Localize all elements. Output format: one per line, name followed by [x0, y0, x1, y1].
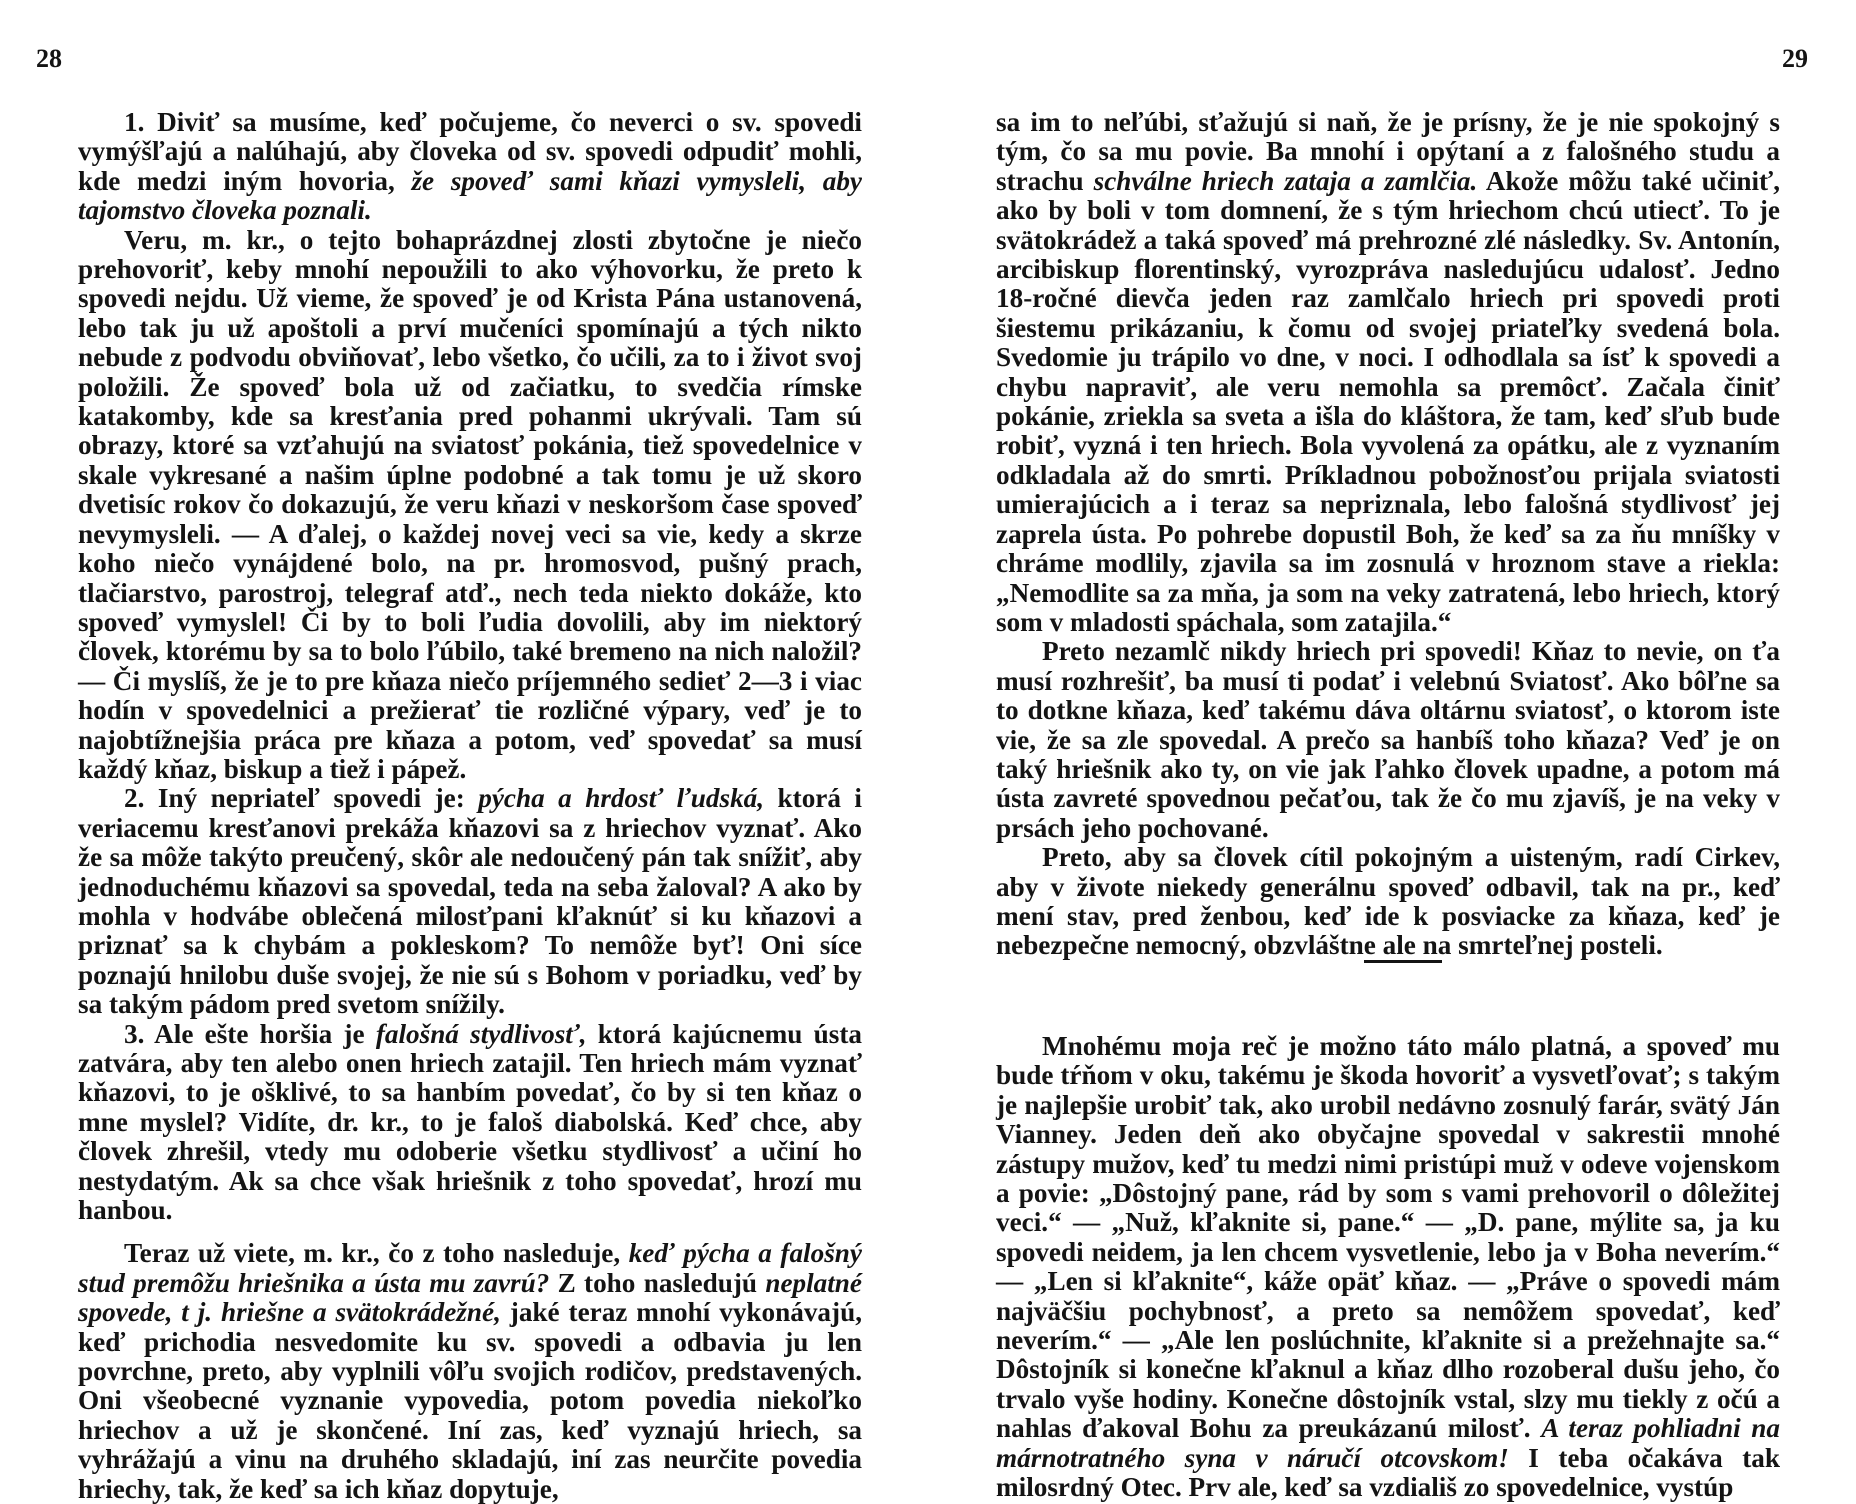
paragraph	[996, 1032, 1780, 1503]
paragraph: Veru, m. kr., o tejto bohaprázdnej zlosti zbytočne je niečo prehovoriť, keby mnohí nepoužili to ako výhovorku, že preto k spovedi nejdu. Už vieme, že spoveď je od Krista Pána ustanovená, lebo tak ju už apoštoli a prví mučeníci spomínajú a tých nikto nebude z podvodu obviňovať, lebo všetko, čo učili, za to i život svoj položili. Že spoveď bola už od začiatku, to svedčia rímske katakomby, kde sa kresťania pred pohanmi ukrývali. Tam sú obrazy, ktoré sa vzťahujú na sviatosť pokánia, tiež spovedelnice v skale vykresané a našim úplne podobné a tak tomu je už skoro dvetisíc rokov čo dokazujú, že veru kňazi v neskoršom čase spoveď nevymysleli. — A ďalej, o každej novej veci sa vie, kedy a skrze koho niečo vynájdené bolo, na pr. hromosvod, pušný prach, tlačiarstvo, parostroj, telegraf atď., nech teda niekto dokáže, kto spoveď vymyslel! Či by to boli ľudia dovolili, aby im niektorý človek, ktorému by sa to bolo ľúbilo, také bremeno na nich naložil? — Či myslíš, že je to pre kňaza niečo príjemného sedieť 2—3 i viac hodín v spovedelnici a prežierať tie rozličné výpary, veď je to najobtížnejšia práca pre kňaza a potom, veď spovedať sa musí každý kňaz, biskup a tiež i pápež.	[78, 224, 862, 784]
paragraph: Preto, aby sa človek cítil pokojným a uisteným, radí Cirkev, aby v živote niekedy generálnu spoveď odbavil, tak na pr., keď mení stav, pred ženbou, keď ide k posviacke za kňaza, keď je nebezpečne nemocný, obzvláštne ale na smrteľnej posteli.	[996, 842, 1780, 961]
text-run: 3. Ale ešte horšia je	[124, 1018, 376, 1049]
italic-run: neplatné spovede, t j. hriešne a svätokrádežné,	[78, 1267, 862, 1328]
text-run: Z toho nasledujú	[549, 1267, 766, 1298]
italic-run: keď pýcha a falošný stud premôžu hriešnika a ústa mu zavrú?	[78, 1238, 862, 1298]
text-run: Mnohému moja reč je možno táto málo platná, a spoveď mu bude tŕňom v oku, takému je škoda hovoriť a vysvetľovať; s takým je najlepšie urobiť tak, ako urobil nedávno zosnulý farár, svätý Ján Vianney. Jeden deň ako obyčajne spovedal v sakrestii mnohé zástupy mužov, keď tu medzi nimi pristúpi muž v odeve vojenskom a povie: „Dôstojný pane, rád by som s vami prehovoril o dôležitej veci.“ — „Nuž, kľaknite si, pane.“ — „D. pane, mýlite sa, ja ku spovedi neidem, ja len chcem vysvetlenie, lebo ja v Boha neverím.“ — „Len si kľaknite“, káže opäť kňaz. — „Práve o spovedi mám najväčšiu pochybnosť, a preto sa nemôžem spovedať, keď neverím.“ — „Ale len poslúchnite, kľaknite si a prežehnajte sa.“ Dôstojník si konečne kľaknul a kňaz dlho rozoberal dušu jeho, čo trvalo vyše hodiny. Konečne dôstojník vstal, slzy mu tiekly z očú a nahlas ďakoval Bohu za preukázanú milosť.	[996, 1031, 1780, 1444]
right-page	[928, 0, 1856, 1503]
right-text-column	[996, 108, 1780, 961]
italic-run: pýcha a hrdosť ľudská,	[478, 783, 765, 814]
right-text-column-lower	[996, 1032, 1780, 1503]
page-number-right: 29	[1782, 44, 1808, 73]
text-run: ktorá kajúcnemu ústa zatvára, aby ten alebo onen hriech zatajil. Ten hriech mám vyznať kňazovi, to je ošklivé, to sa hanbím povedať, čo by si ten kňaz o mne myslel? Vidíte, dr. kr., to je faloš diabolská. Keď chce, aby človek zhrešil, vtedy mu odoberie všetku stydlivosť a učiní ho nestydatým. Ak sa chce však hriešnik z toho spovedať, hrozí mu hanbou.	[78, 1018, 862, 1226]
italic-run: falošná stydlivosť,	[375, 1018, 587, 1049]
text-run: I teba očakáva tak milosrdný Otec. Prv ale, keď sa vzdiališ zo spovedelnice, vystúp	[996, 1442, 1780, 1503]
italic-run: A teraz pohliadni na márnotratného syna v náručí otcovskom!	[996, 1413, 1780, 1473]
page-number-left: 28	[36, 44, 62, 73]
paragraph: Preto nezamlč nikdy hriech pri spovedi! Kňaz to nevie, on ťa musí rozhrešiť, ba musí ti podať i velebnú Sviatosť. Ako bôľne sa to dotkne kňaza, keď takému dáva oltárnu sviatosť, o ktorom iste vie, že sa zle spovedal. A prečo sa hanbíš toho kňaza? Veď je on taký hriešnik ako ty, on vie jak ľahko človek upadne, a potom má ústa zavreté spovednou pečaťou, tak že čo mu zjavíš, je na veky v prsách jeho pochované.	[996, 636, 1780, 843]
paragraph	[78, 784, 862, 1019]
text-run: sa im to neľúbi, sťažujú si naň, že je prísny, že je nie spokojný s tým, čo sa mu povie. Ba mnohí i opýtaní a z falošného studu a strachu	[996, 107, 1780, 196]
paragraph	[78, 1020, 862, 1226]
paragraph	[78, 108, 862, 226]
text-run: Akože môžu také učiniť, ako by boli v tom domnení, že s tým hriechom chcú utiecť. To je svätokrádež a taká spoveď má prehrozné zlé následky. Sv. Antonín, arcibiskup florentinský, vyrozpráva nasledujúcu udalosť. Jedno 18-ročné dievča jeden raz zamlčalo hriech pri spovedi proti šiestemu prikázaniu, k čomu od svojej priateľky svedená bola. Svedomie ju trápilo vo dne, v noci. I odhodlala sa ísť k spovedi a chybu napraviť, ale veru nemohla sa premôcť. Začala činiť pokánie, zriekla sa sveta a išla do kláštora, že tam, keď sľub bude robiť, vyzná i ten hriech. Bola vyvolená za opátku, ale z vyznaním odkladala až do smrti. Príkladnou pobožnosťou prijala sviatosti umierajúcich a i teraz sa nepriznala, lebo falošná stydlivosť jej zaprela ústa. Po pohrebe dopustil Boh, že keď sa za ňu mníšky v chráme modlily, zjavila sa im zosnulá v hroznom stave a riekla: „Nemodlite sa za mňa, ja som na veky zatratená, lebo hriech, ktorý som v mladosti spáchala, som zatajila.“	[996, 165, 1780, 637]
italic-run: schválne hriech zataja a zamlčia.	[1093, 165, 1478, 196]
text-run: 2. Iný nepriateľ spovedi je:	[124, 783, 479, 814]
text-run: 1. Diviť sa musíme, keď počujeme, čo neverci o sv. spovedi vymýšľajú a nalúhajú, aby človeka od sv. spovedi odpudiť mohli, kde medzi iným hovoria,	[78, 107, 862, 196]
paragraph	[78, 1239, 862, 1504]
text-run: Teraz už viete, m. kr., čo z toho nasleduje,	[124, 1238, 629, 1269]
section-divider	[1364, 960, 1442, 963]
text-run: ktorá i veriacemu kresťanovi prekáža kňazovi sa z hriechov vyznať. Ako že sa môže takýto preučený, skôr ale nedoučený pán tak snížiť, aby jednoduchému kňazovi sa spovedal, teda na seba žaloval? A ako by mohla v hodvábe oblečená milosťpani kľaknúť si ku kňazovi a priznať sa k chybám a pokleskom? To nemôže byť! Oni síce poznajú hnilobu duše svojej, že nie sú s Bohom v poriadku, veď by sa takým pádom pred svetom snížily.	[78, 783, 862, 1020]
text-run: jaké teraz mnohí vykonávajú, keď prichodia nesvedomite ku sv. spovedi a odbavia ju len povrchne, preto, aby vyplnili vôľu svojich rodičov, predstavených. Oni všeobecné vyznanie vypovedia, potom povedia niekoľko hriechov a už je skončené. Iní zas, keď vyznajú hriech, sa vyhrážajú a vinu na druhého skladajú, iní zas neurčite povedia hriechy, tak, že keď sa ich kňaz dopytuje,	[78, 1297, 862, 1504]
paragraph	[996, 108, 1780, 637]
italic-run: že spoveď sami kňazi vymysleli, aby tajomstvo človeka poznali.	[78, 165, 862, 226]
left-text-column	[78, 108, 862, 1504]
